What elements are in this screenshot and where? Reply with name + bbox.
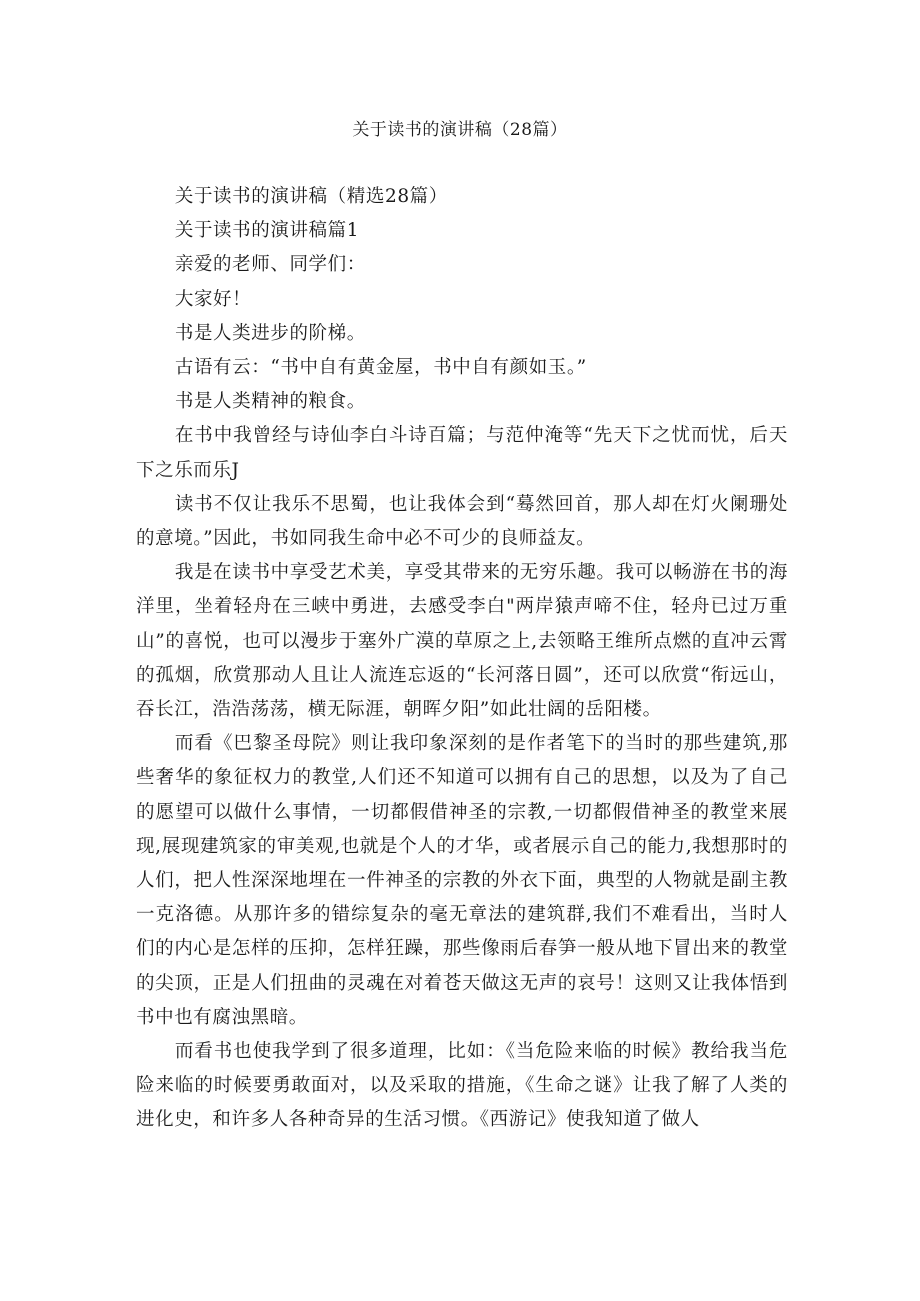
paragraph: 在书中我曾经与诗仙李白斗诗百篇；与范仲淹等“先天下之忧而忧，后天下之乐而乐J bbox=[136, 425, 788, 481]
paragraph: 书是人类进步的阶梯。 bbox=[174, 322, 366, 344]
paragraph: 读书不仅让我乐不思蜀，也让我体会到“蓦然回首，那人却在灯火阑珊处的意境。”因此，书如同我生命中必不可少的良师益友。 bbox=[136, 493, 788, 550]
paragraph: 大家好！ bbox=[174, 288, 252, 310]
document-body bbox=[136, 180, 788, 1138]
paragraph: 亲爱的老师、同学们： bbox=[174, 254, 366, 276]
paragraph: 而看书也使我学到了很多道理，比如：《当危险来临的时候》教给我当危险来临的时候要勇敢面对，以及采取的措施，《生命之谜》让我了解了人类的进化史，和许多人各种奇异的生活习惯。《西游记》使我知道了做人 bbox=[136, 1041, 788, 1131]
paragraph: 古语有云：“书中自有黄金屋，书中自有颜如玉。” bbox=[174, 357, 587, 379]
paragraph: 我是在读书中享受艺术美，享受其带来的无穷乐趣。我可以畅游在书的海洋里，坐着轻舟在三峡中勇进，去感受李白"两岸猿声啼不住，轻舟已过万重山”的喜悦，也可以漫步于塞外广漠的草原之上,去领略王维所点燃的直冲云霄的孤烟，欣赏那动人且让人流连忘返的“长河落日圆”，还可以欣赏“衔远山，吞长江，浩浩荡荡，横无际涯，朝晖夕阳”如此壮阔的岳阳楼。 bbox=[136, 562, 788, 721]
paragraph: 而看《巴黎圣母院》则让我印象深刻的是作者笔下的当时的那些建筑,那些奢华的象征权力的教堂,人们还不知道可以拥有自己的思想，以及为了自己的愿望可以做什么事情，一切都假借神圣的宗教,一切都假借神圣的教堂来展现,展现建筑家的审美观,也就是个人的才华，或者展示自己的能力,我想那时的人们，把人性深深地埋在一件神圣的宗教的外衣下面，典型的人物就是副主教一克洛德。从那许多的错综复杂的毫无章法的建筑群,我们不难看出，当时人们的内心是怎样的压抑，怎样狂躁，那些像雨后春笋一般从地下冒出来的教堂的尖顶，正是人们扭曲的灵魂在对着苍天做这无声的哀号！这则又让我体悟到书中也有腐浊黑暗。 bbox=[136, 733, 788, 1028]
document-title: 关于读书的演讲稿（28篇） bbox=[352, 120, 568, 140]
paragraph: 关于读书的演讲稿篇1 bbox=[174, 220, 360, 242]
paragraph: 书是人类精神的粮食。 bbox=[174, 391, 366, 413]
paragraph: 关于读书的演讲稿（精选28篇） bbox=[174, 186, 448, 207]
